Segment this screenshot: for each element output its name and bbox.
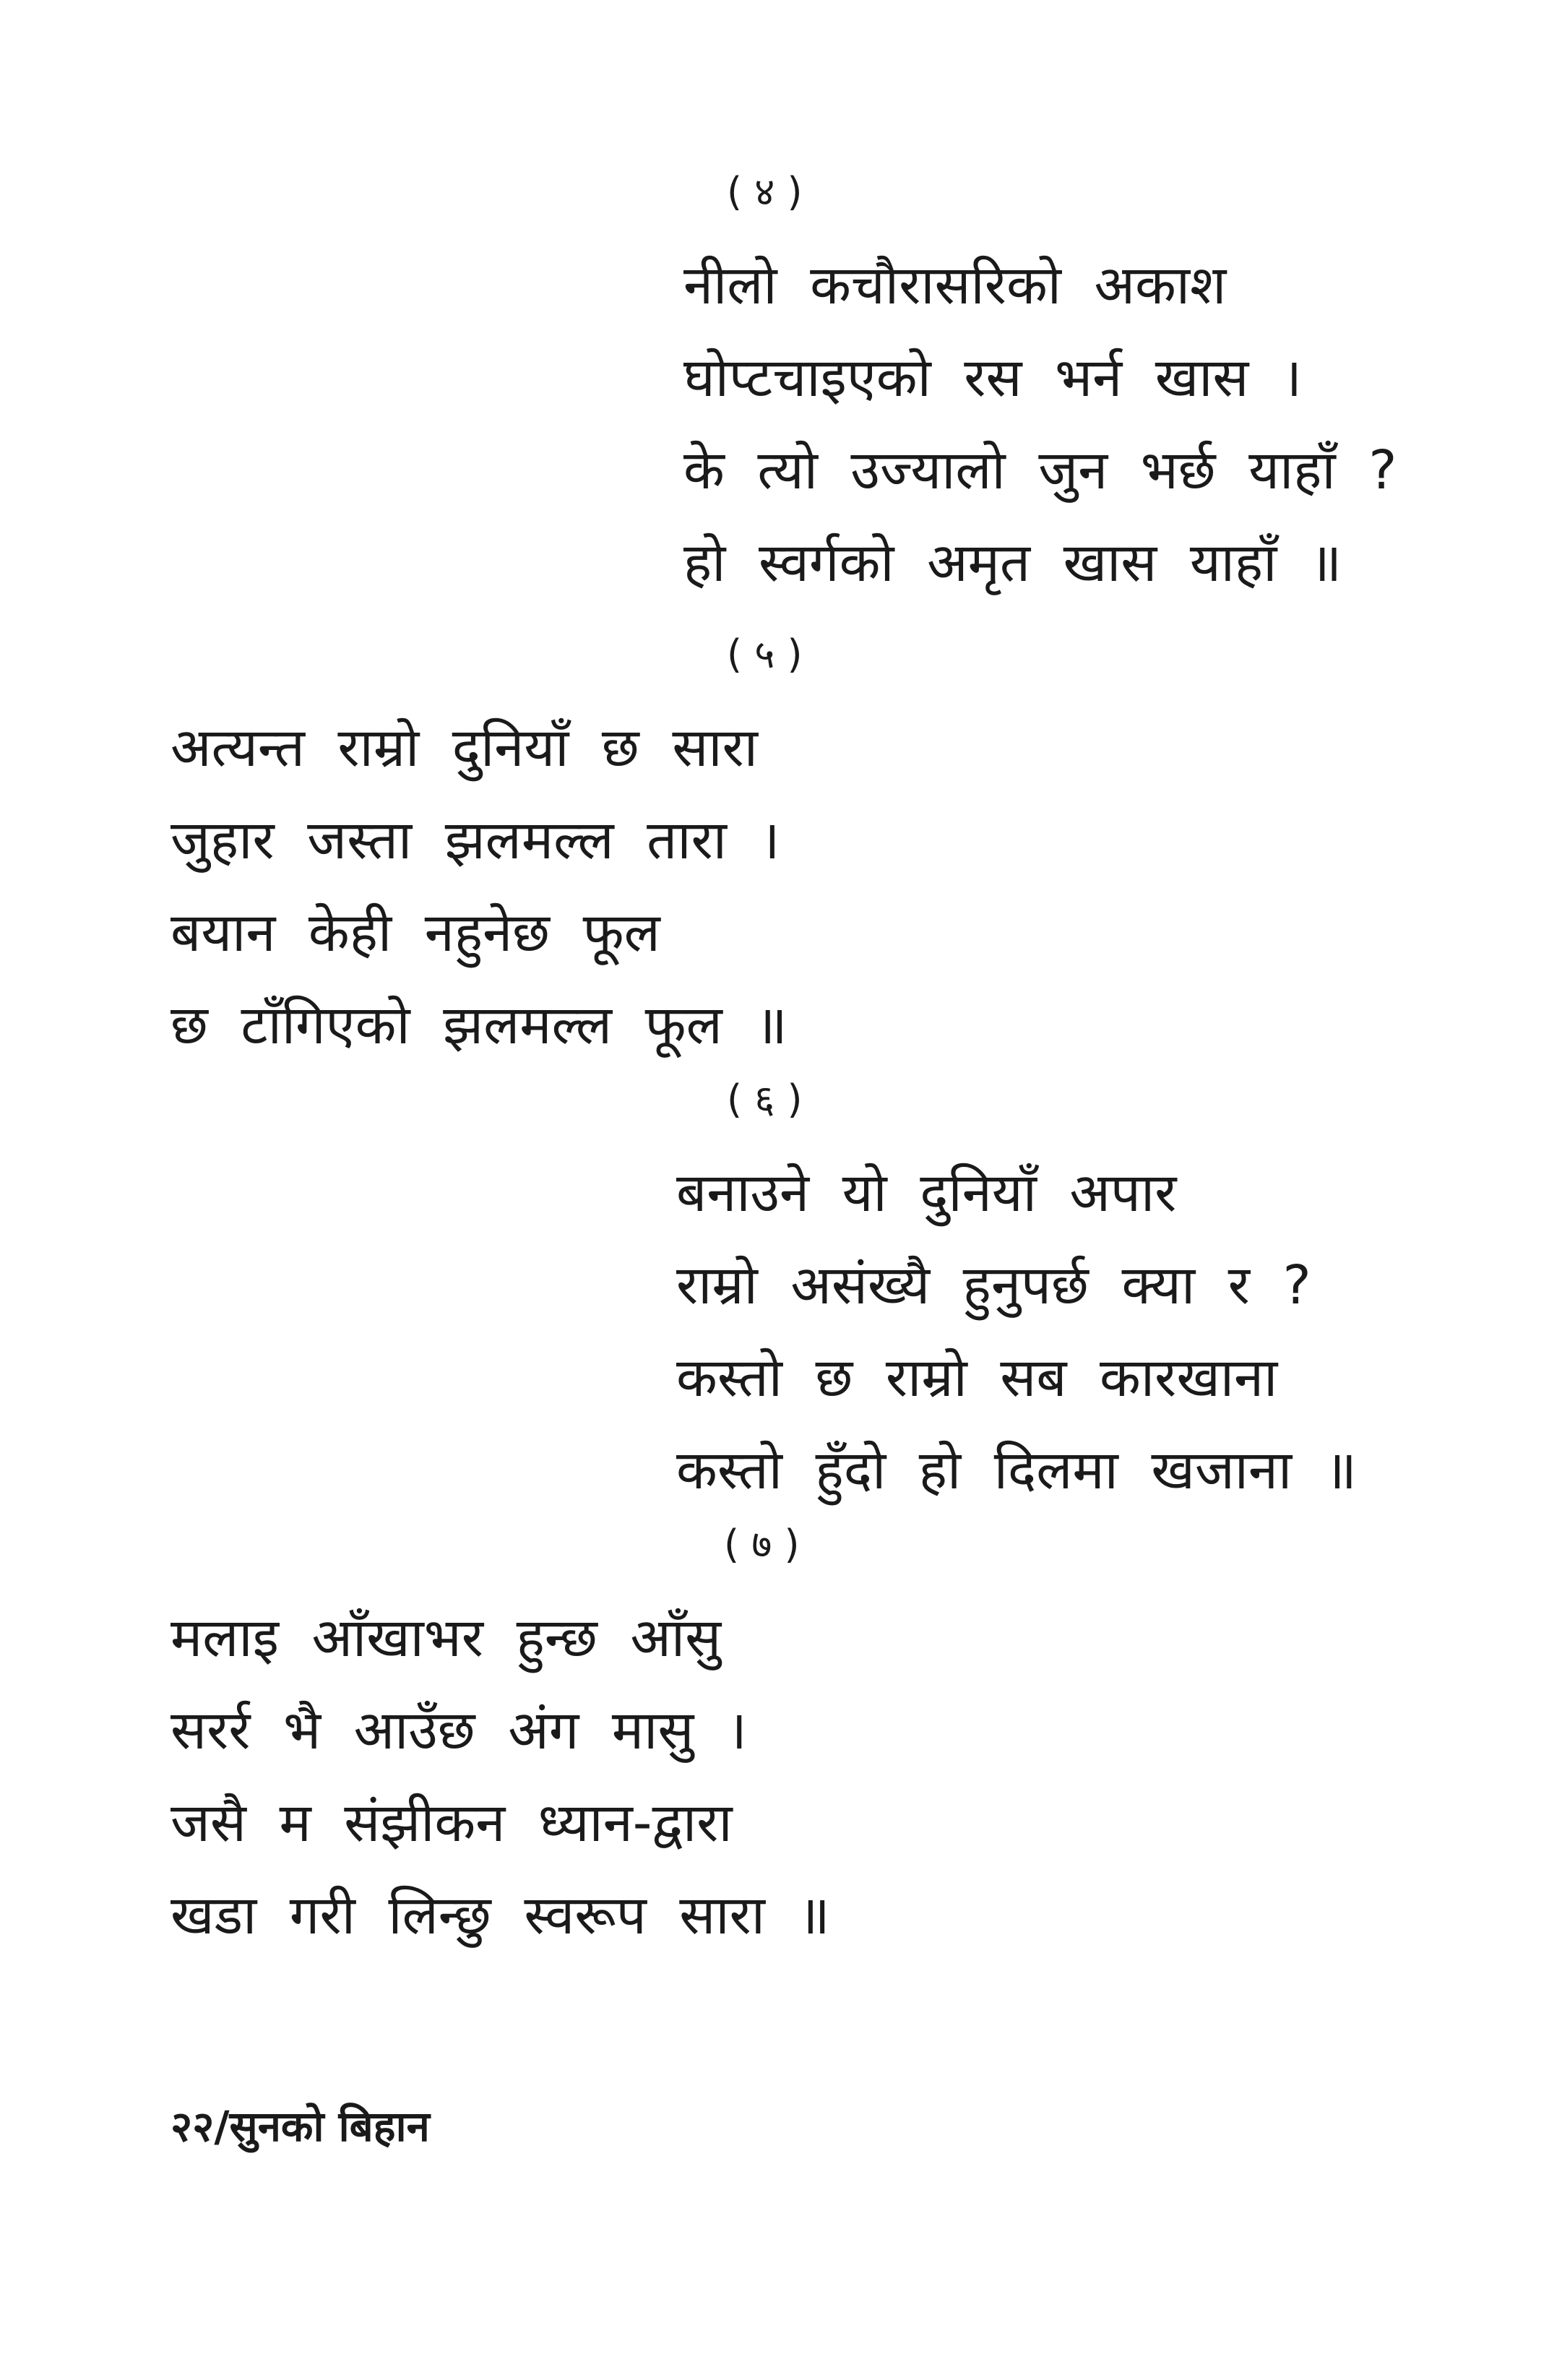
verse-line: कस्तो हुँदो हो दिलमा खजाना ॥ (676, 1439, 1358, 1501)
verse-line: घोप्टचाइएको रस भर्न खास । (683, 347, 1303, 409)
stanza-number: ( ५ ) (727, 631, 803, 677)
verse-line: खडा गरी लिन्छु स्वरूप सारा ॥ (171, 1884, 830, 1946)
verse-line: कस्तो छ राम्रो सब कारखाना (676, 1347, 1278, 1409)
verse-line: जुहार जस्ता झलमल्ल तारा । (171, 809, 780, 871)
stanza-number: ( ७ ) (724, 1522, 800, 1567)
verse-line: मलाइ आँखाभर हुन्छ आँसु (171, 1607, 722, 1669)
verse-line: के त्यो उज्यालो जुन भर्छ याहाँ ? (683, 439, 1397, 501)
verse-line: राम्रो असंख्यै हुनुपर्छ क्या र ? (676, 1254, 1311, 1316)
stanza-number: ( ६ ) (727, 1077, 803, 1122)
verse-line: छ टाँगिएको झलमल्ल फूल ॥ (171, 994, 788, 1056)
verse-line: बयान केही नहुनेछ फूल (171, 902, 660, 964)
verse-line: अत्यन्त राम्रो दुनियाँ छ सारा (171, 717, 758, 779)
page-footer-label: २२/सुनको बिहान (171, 2102, 430, 2151)
verse-line: नीलो कचौरासरिको अकाश (683, 254, 1227, 316)
verse-line: सरर्र भै आउँछ अंग मासु । (171, 1699, 747, 1762)
verse-line: हो स्वर्गको अमृत खास याहाँ ॥ (683, 532, 1342, 594)
verse-line: बनाउने यो दुनियाँ अपार (676, 1162, 1177, 1224)
stanza-number: ( ४ ) (727, 169, 803, 215)
verse-line: जसै म संझीकन ध्यान-द्वारा (171, 1792, 733, 1854)
